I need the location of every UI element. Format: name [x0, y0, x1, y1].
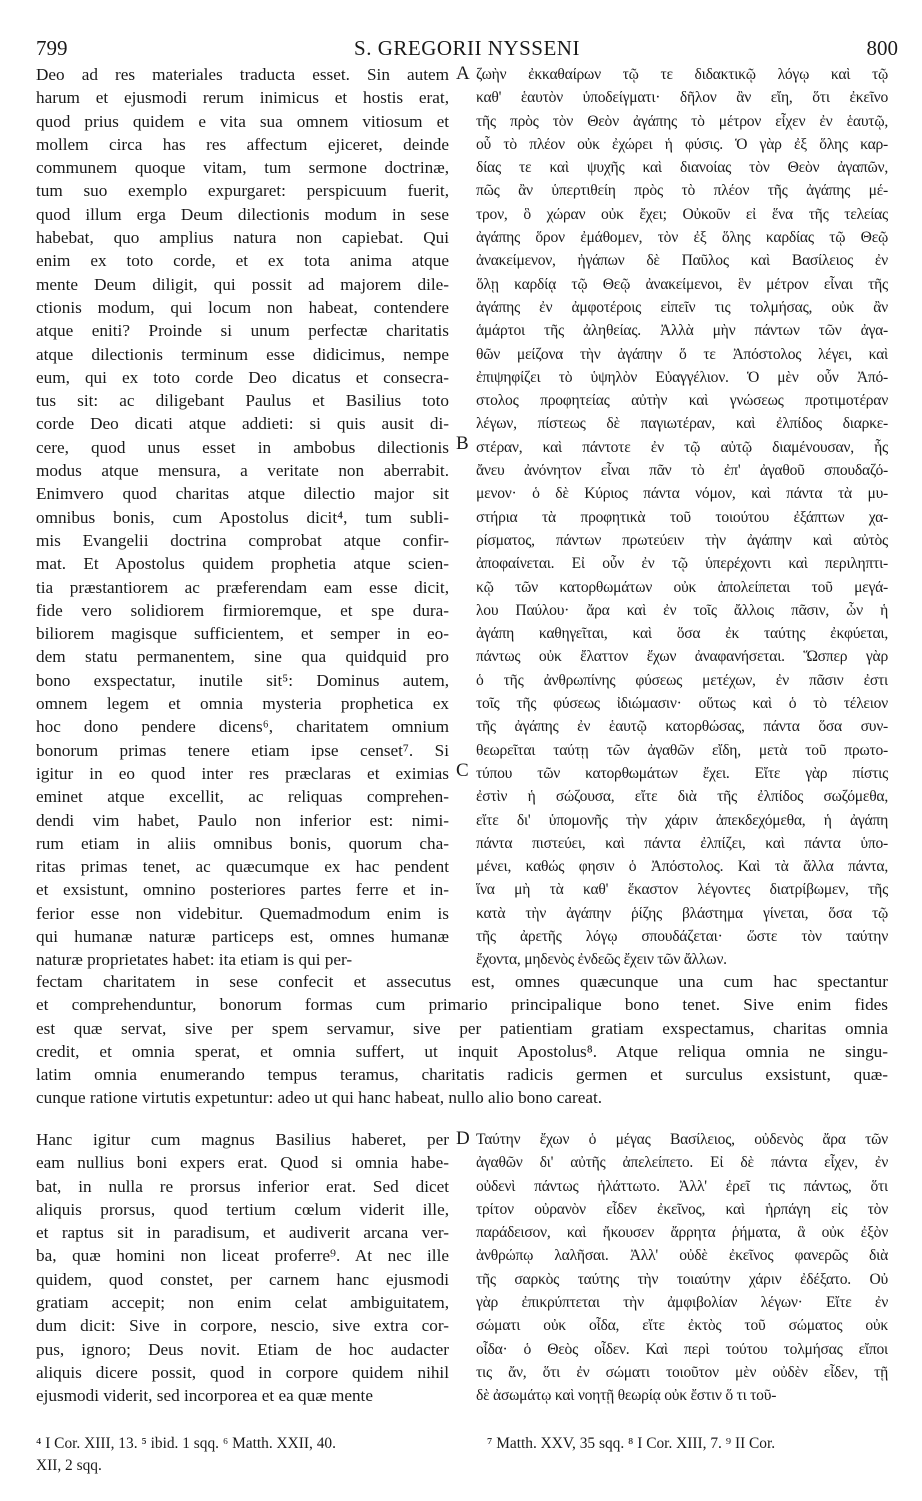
- text-line: qui humanæ naturæ particeps est, omnes humanæ: [36, 926, 449, 946]
- text-line: ἔχοντα, μηδενὸς ἐνδεῶς ἔχειν τῶν ἄλλων.: [476, 951, 727, 969]
- running-title: S. GREGORII NYSSENI: [354, 36, 580, 60]
- text-line: igitur in eo quod inter res præclaras et eximias: [36, 763, 449, 783]
- latin-column-top: [36, 63, 449, 972]
- text-line: πῶς ἂν ὑπερτιθείη πρὸς τὸ πλέον τῆς ἀγάπης μέ-: [476, 182, 888, 200]
- text-line: hoc dono pendere dicens⁶, charitatem omnium: [36, 717, 449, 737]
- text-line: cere, quod unus esset in ambobus dilectionis: [36, 437, 449, 457]
- text-line: ἀγάπης ἐν ἀμφοτέροις εἰπεῖν τις τολμήσας, οὐκ ἂν: [476, 298, 888, 316]
- text-line: ἀγάπη καθηγεῖται, καὶ ὅσα ἐκ ταύτης ἐκφύεται,: [476, 625, 888, 643]
- text-line: μένει, καθώς φησιν ὁ Ἀπόστολος. Καὶ τὰ ἄλλα πάντα,: [476, 858, 888, 876]
- text-line: tus sit: ac diligebant Paulus et Basilius toto: [36, 391, 449, 411]
- text-line: mis Evangelii doctrina comprobat atque confir-: [36, 530, 449, 550]
- text-line: dendi vim habet, Paulo non inferior est: nimi-: [36, 810, 449, 830]
- text-line: mente Deum diligit, qui possit ad majorem dile-: [36, 274, 449, 294]
- text-line: rum etiam in aliis omnibus bonis, quorum cha-: [36, 833, 449, 853]
- greek-column-bottom: [476, 1128, 888, 1408]
- text-line: ἐστὶν ἡ σώζουσα, εἴτε διὰ τῆς ἐλπίδος σωζόμεθα,: [476, 788, 888, 806]
- text-line: ἀγαθῶν δι' αὐτῆς ἀπελείπετο. Εἰ δὲ πάντα εἶχεν, ἐν: [476, 1154, 888, 1172]
- text-line: eminet atque excellit, ac reliquas comprehen-: [36, 787, 449, 807]
- text-line: fide vero solidiorem firmioremque, et spe dura-: [36, 600, 449, 620]
- greek-column-top: [476, 63, 888, 972]
- text-line: harum et ejusmodi rerum inimicus et hostis erat,: [36, 88, 449, 108]
- text-line: biliorem magisque sufficientem, et semper in eo-: [36, 624, 449, 644]
- text-line: γὰρ ἐπικρύπτεται τὴν ἀμφιβολίαν λέγων· Εἴτε ἐν: [476, 1294, 888, 1312]
- footnote-left-line-1: ⁴ I Cor. XIII, 13. ⁵ ibid. 1 sqq. ⁶ Matth. XXII, 40.: [36, 1435, 336, 1452]
- text-line: quod prius quidem e vita sua omnem vitiosum et: [36, 111, 449, 131]
- text-line: τῆς ἀρετῆς λόγῳ σπουδάζεται· ὥστε τὸν ταύτην: [476, 927, 888, 945]
- text-line: ἁμάρτοι τῆς ἀληθείας. Ἀλλὰ μὴν πάντων τῶν ἀγα-: [476, 322, 888, 340]
- text-line: λέγων, πίστεως δὲ παγιωτέραν, καὶ ἐλπίδος διαρκε-: [476, 415, 888, 433]
- text-line: et exsistunt, omnino posteriores partes ferre et in-: [36, 880, 449, 900]
- text-line: τῆς ἀγάπης ἐν ἑαυτῷ κατορθώσας, πάντα ὅσα συν-: [476, 718, 888, 736]
- latin-column-bottom: [36, 1128, 449, 1408]
- text-line: bonorum primas tenere etiam ipse censet⁷. Si: [36, 740, 449, 760]
- running-header: [36, 36, 898, 64]
- text-line: ejusmodi viderit, sed incorporea et ea quæ mente: [36, 1386, 373, 1406]
- text-line: ritas primas tenet, ac quæcumque ex hac pendent: [36, 857, 449, 877]
- text-line: οὐδενὶ πάντως ἡλάττωτο. Ἀλλ' ἐρεῖ τις πάντως, ὅτι: [476, 1177, 888, 1195]
- text-line: dem statu permanentem, sine qua quidquid pro: [36, 647, 449, 667]
- text-line: ctionis modum, qui locum non habeat, contendere: [36, 297, 449, 317]
- text-line: τις ἄν, ὅτι ἐν σώματι τοιοῦτον μὲν οὐδὲν εἶδεν, τῇ: [476, 1363, 888, 1381]
- footnote-right-line-1: ⁷ Matth. XXV, 35 sqq. ⁸ I Cor. XIII, 7. ⁹ II Cor.: [487, 1435, 776, 1452]
- text-line: κατὰ τὴν ἀγάπην ῥίζης βλάστημα γίνεται, ὅσα τῷ: [476, 904, 888, 922]
- text-line: est quæ servat, sive per spem servamur, sive per patientiam gratiam exspectamus, charitas omnia: [36, 1018, 888, 1038]
- text-line: πάντα πιστεύει, καὶ πάντα ἐλπίζει, καὶ πάντα ὑπο-: [476, 834, 888, 852]
- text-line: μενον· ὁ δὲ Κύριος πάντα νόμον, καὶ πάντα τὰ μυ-: [476, 485, 888, 503]
- text-line: latim omnia enumerando tempus teramus, charitatis radicis germen et surculus exsistunt, quæ-: [36, 1065, 888, 1085]
- text-line: et raptus sit in paradisum, et audiverit arcana ver-: [36, 1223, 449, 1243]
- text-line: modus atque mensura, a veritate non aberrabit.: [36, 461, 449, 481]
- text-line: ζωὴν ἐκκαθαίρων τῷ τε διδακτικῷ λόγῳ καὶ τῷ: [476, 66, 888, 83]
- text-line: καθ' ἑαυτὸν ὑποδείγματι· δῆλον ἂν εἴη, ὅτι ἐκεῖνο: [476, 89, 888, 107]
- text-line: ἵνα μὴ τὰ καθ' ἕκαστον λέγοντες διατρίβωμεν, τῆς: [476, 881, 888, 899]
- text-line: bat, in nulla re prorsus inferior erat. Sed dicet: [36, 1176, 449, 1196]
- section-marker-a: A: [456, 63, 470, 84]
- text-line: δίας τε καὶ ψυχῆς καὶ διανοίας τὸν Θεὸν ἀγαπῶν,: [476, 159, 888, 177]
- text-line: quod illum erga Deum dilectionis modum in sese: [36, 204, 449, 224]
- text-line: ἐπιψηφίζει τὸ ὑψηλὸν Εὐαγγέλιον. Ὁ μὲν οὖν Ἀπό-: [476, 368, 888, 386]
- text-line: θῶν μείζονα τὴν ἀγάπην ὅ τε Ἀπόστολος λέγει, καὶ: [476, 345, 888, 363]
- text-line: ἀποφαίνεται. Εἰ οὖν ἐν τῷ ὑπερέχοντι καὶ περιληπτι-: [476, 555, 888, 573]
- text-line: Enimvero quod charitas atque dilectio major sit: [36, 484, 449, 504]
- text-line: ἀνακείμενον, ἠγάπων δὲ Παῦλος καὶ Βασίλειος ἐν: [476, 252, 888, 270]
- text-line: fectam charitatem in sese confecit et assecutus est, omnes quæcunque una cum hac spectantur: [36, 972, 888, 991]
- text-line: aliquis dicere possit, quod in corpore quidem nihil: [36, 1362, 449, 1382]
- text-line: ρίσματος, πάντων πρωτεύειν τὴν ἀγάπην καὶ αὐτὸς: [476, 531, 888, 549]
- text-line: λου Παύλου· ἄρα καὶ ἐν τοῖς ἄλλοις πᾶσιν, ὧν ἡ: [476, 601, 888, 619]
- text-line: ὅλῃ καρδίᾳ τῷ Θεῷ ἀνακείμενοι, ἓν μέτρον εἶναι τῆς: [476, 275, 888, 293]
- text-line: tia præstantiorem ac præferendam eam esse dicit,: [36, 577, 449, 597]
- text-line: eum, qui ex toto corde Deo dicatus et consecra-: [36, 367, 449, 387]
- text-line: Ταύτην ἔχων ὁ μέγας Βασίλειος, οὐδενὸς ἄρα τῶν: [476, 1131, 888, 1148]
- text-line: aliquis prorsus, quod tertium cœlum viderit ille,: [36, 1199, 449, 1219]
- text-line: enim ex toto corde, et ex tota anima atque: [36, 251, 449, 271]
- text-line: κῷ τῶν κατορθωμάτων οὐκ ἀπολείπεται τοῦ μεγά-: [476, 578, 888, 596]
- text-line: Deo ad res materiales traducta esset. Sin autem: [36, 65, 449, 84]
- section-marker-c: C: [456, 760, 469, 781]
- text-line: tum suo exemplo expurgaret: perspicuum fuerit,: [36, 181, 449, 201]
- text-line: atque eniti? Proinde si unum perfectæ charitatis: [36, 321, 449, 341]
- page-number-left: 799: [36, 36, 68, 60]
- text-line: τρίτον οὐρανὸν εἶδεν ἐκεῖνος, καὶ ἡρπάγη εἰς τὸν: [476, 1200, 888, 1218]
- text-line: gratiam accepit; non enim celat ambiguitatem,: [36, 1293, 449, 1313]
- text-line: mollem circa has res affectum ejiceret, deinde: [36, 134, 449, 154]
- text-line: ferior esse non videbitur. Quemadmodum enim is: [36, 903, 449, 923]
- section-marker-b: B: [456, 433, 469, 454]
- text-line: communem quoque vitam, tum sermone doctrinæ,: [36, 158, 449, 178]
- footnote-left-line-2: XII, 2 sqq.: [36, 1457, 102, 1474]
- text-line: atque dilectionis terminum esse didicimus, nempe: [36, 344, 449, 364]
- text-line: habebat, quo amplius natura non capiebat. Qui: [36, 228, 449, 248]
- text-line: corde Deo dicati atque addieti: si quis ausit di-: [36, 414, 449, 434]
- text-line: οὗ τὸ πλέον οὐκ ἐχώρει ἡ φύσις. Ὁ γὰρ ἐξ ὅλης καρ-: [476, 135, 888, 153]
- text-line: πάντως οὐκ ἔλαττον ἔχων ἀναφανήσεται. Ὥσπερ γὰρ: [476, 648, 888, 666]
- text-line: ἀγάπης ὅρον ἐμάθομεν, τὸν ἐξ ὅλης καρδίας τῷ Θεῷ: [476, 229, 888, 247]
- text-line: στέραν, καὶ πάντοτε ἐν τῷ αὐτῷ διαμένουσαν, ἧς: [476, 438, 888, 456]
- text-line: naturæ proprietates habet: ita etiam is qui per-: [36, 950, 353, 970]
- section-marker-d: D: [456, 1128, 470, 1149]
- text-line: τῆς σαρκὸς ταύτης τὴν τοιαύτην χάριν ἐδέξατο. Οὐ: [476, 1270, 888, 1288]
- text-line: pus, ignoro; Deus novit. Etiam de hoc audacter: [36, 1339, 449, 1359]
- text-line: mat. Et Apostolus quidem prophetia atque scien-: [36, 554, 449, 574]
- text-line: credit, et omnia sperat, et omnia suffert, ut inquit Apostolus⁸. Atque reliqua omnia ne singu-: [36, 1041, 888, 1061]
- text-line: cunque ratione virtutis expetuntur: adeo ut qui hanc habeat, nullo alio bono careat.: [36, 1088, 603, 1108]
- text-line: Hanc igitur cum magnus Basilius haberet, per: [36, 1130, 449, 1149]
- text-line: τύπου τῶν κατορθωμάτων ἔχει. Εἴτε γὰρ πίστις: [476, 764, 888, 782]
- text-line: στολος προφητείας αὐτὴν καὶ γνώσεως προτιμοτέραν: [476, 392, 888, 410]
- text-line: ἄνευ ἀνόνητον εἶναι πᾶν τὸ ἐπ' ἀγαθοῦ σπουδαζό-: [476, 462, 888, 480]
- text-line: δὲ ἀσωμάτῳ καὶ νοητῇ θεωρίᾳ οὐκ ἔστιν ὅ τι τοῦ-: [476, 1387, 777, 1405]
- text-line: omnem legem et omnia mysteria prophetica ex: [36, 694, 449, 714]
- text-line: τῆς πρὸς τὸν Θεὸν ἀγάπης τὸ μέτρον εἶχεν ἐν ἑαυτῷ,: [476, 112, 888, 130]
- text-line: et comprehenduntur, bonorum formas cum primario principalique bono tenet. Sive enim fides: [36, 995, 888, 1015]
- latin-full-width: [36, 970, 888, 1110]
- text-line: ba, quæ homini non liceat proferre⁹. At nec ille: [36, 1246, 449, 1266]
- text-line: οἶδα· ὁ Θεὸς οἶδεν. Καὶ περὶ τούτου τολμήσας εἴποι: [476, 1340, 888, 1358]
- text-line: σώματι οὐκ οἶδα, εἴτε ἐκτὸς τοῦ σώματος οὐκ: [476, 1317, 888, 1335]
- text-line: omnibus bonis, cum Apostolus dicit⁴, tum subli-: [36, 507, 449, 527]
- text-line: παράδεισον, καὶ ἤκουσεν ἄρρητα ῥήματα, ἃ οὐκ ἐξὸν: [476, 1224, 888, 1242]
- text-line: τρον, ὃ χώραν οὐκ ἔχει; Οὐκοῦν εἰ ἕνα τῆς τελείας: [476, 205, 888, 223]
- text-line: στήρια τὰ προφητικὰ τοῦ τοιούτου ἐξάπτων χα-: [476, 508, 888, 526]
- text-line: dum dicit: Sive in corpore, nescio, sive extra cor-: [36, 1316, 449, 1336]
- text-line: quidem, quod constet, per carnem hanc ejusmodi: [36, 1269, 449, 1289]
- text-line: τοῖς τῆς φύσεως ἰδιώμασιν· οὕτως καὶ ὁ τὸ τέλειον: [476, 695, 888, 713]
- text-line: ὁ τῆς ἀνθρωπίνης φύσεως μετέχων, ἐν πᾶσιν ἐστι: [476, 671, 888, 689]
- text-line: ἀνθρώπῳ λαλῆσαι. Ἀλλ' οὐδὲ ἐκεῖνος φανερῶς διὰ: [476, 1247, 888, 1265]
- text-line: eam nullius boni expers erat. Quod si omnia habe-: [36, 1153, 449, 1173]
- page-number-right: 800: [866, 36, 898, 60]
- text-line: εἴτε δι' ὑπομονῆς τὴν χάριν ἀπεκδεχόμεθα, ἡ ἀγάπη: [476, 811, 888, 829]
- text-line: bono exspectatur, inutile sit⁵: Dominus autem,: [36, 670, 449, 690]
- text-line: θεωρεῖται ταύτῃ τῶν ἀγαθῶν εἴδη, μετὰ τοῦ πρωτο-: [476, 741, 888, 759]
